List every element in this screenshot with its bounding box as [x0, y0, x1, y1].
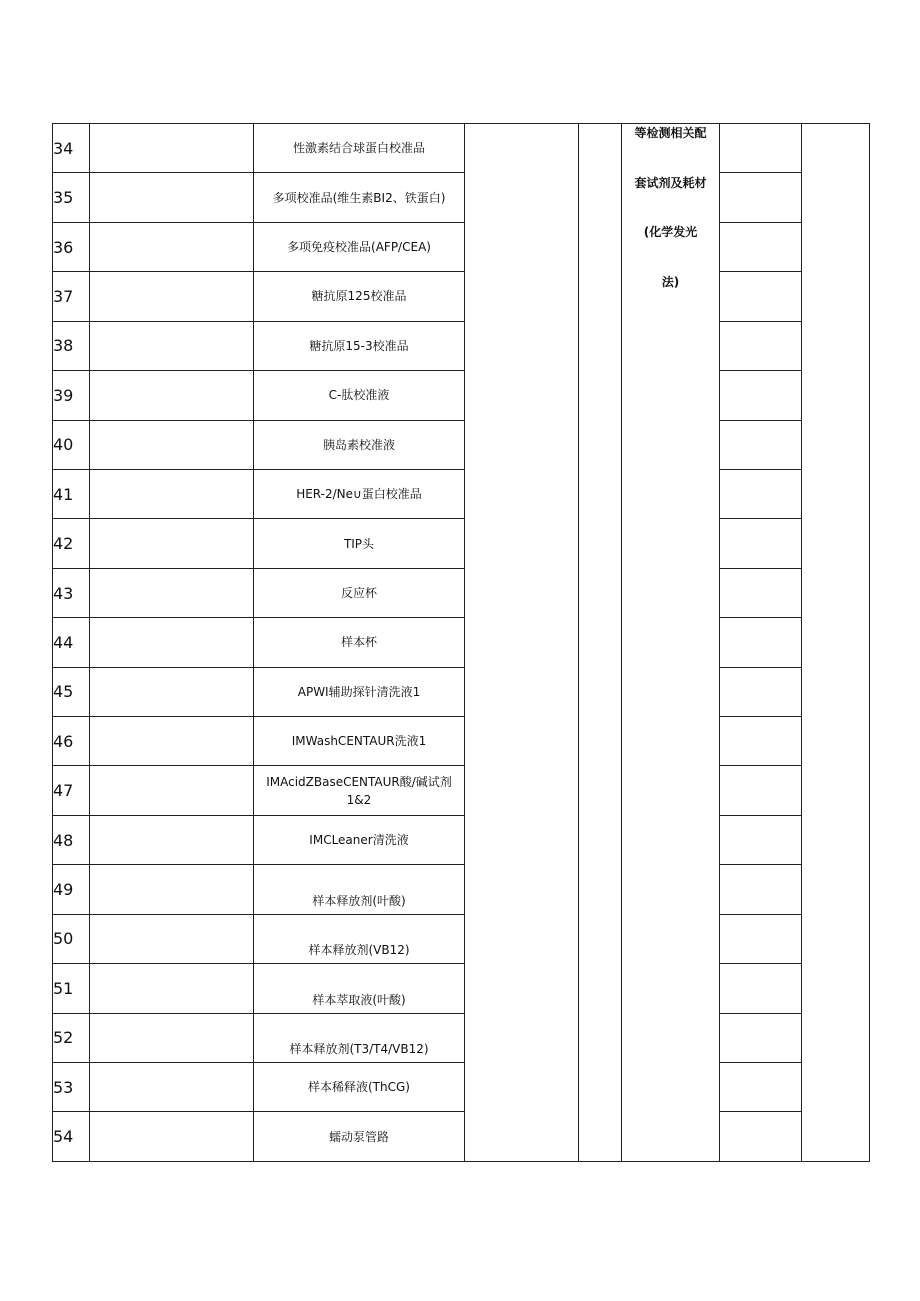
category-cell	[622, 124, 720, 1162]
item-name: IMAcidZBaseCENTAUR酸/碱试剂1&2	[254, 766, 465, 815]
empty-cell	[720, 815, 802, 864]
row-number: 44	[53, 618, 90, 667]
row-number: 48	[53, 815, 90, 864]
table-row	[53, 124, 870, 173]
row-number: 43	[53, 568, 90, 617]
row-number: 41	[53, 469, 90, 518]
item-name: C-肽校准液	[254, 371, 465, 420]
table-row	[53, 173, 870, 222]
empty-cell	[90, 618, 254, 667]
empty-cell	[720, 865, 802, 914]
item-name: TIP头	[254, 519, 465, 568]
empty-cell	[720, 766, 802, 815]
row-number: 36	[53, 222, 90, 271]
table-row	[53, 667, 870, 716]
item-name: 性激素结合球蛋白校准品	[254, 124, 465, 173]
row-number: 52	[53, 1013, 90, 1062]
item-name: 样本释放剂(T3/T4/VB12)	[254, 1013, 465, 1062]
category-line: 套试剂及耗材	[634, 175, 707, 190]
row-number: 51	[53, 964, 90, 1013]
empty-cell	[90, 865, 254, 914]
empty-cell	[720, 667, 802, 716]
item-name: 样本萃取液(叶酸)	[254, 964, 465, 1013]
empty-cell	[720, 321, 802, 370]
empty-cell	[720, 1112, 802, 1161]
empty-cell	[90, 420, 254, 469]
empty-cell	[90, 519, 254, 568]
item-name: APWI辅助探针清洗液1	[254, 667, 465, 716]
item-name: 样本释放剂(VB12)	[254, 914, 465, 963]
item-name: IMWashCENTAUR洗液1	[254, 717, 465, 766]
empty-cell	[90, 717, 254, 766]
table-row	[53, 1112, 870, 1161]
item-name: 多项免疫校准品(AFP/CEA)	[254, 222, 465, 271]
row-number: 45	[53, 667, 90, 716]
row-number: 46	[53, 717, 90, 766]
empty-cell	[90, 766, 254, 815]
empty-cell	[90, 469, 254, 518]
table-row	[53, 420, 870, 469]
empty-cell	[720, 420, 802, 469]
row-number: 47	[53, 766, 90, 815]
row-number: 34	[53, 124, 90, 173]
table-row	[53, 469, 870, 518]
row-number: 50	[53, 914, 90, 963]
empty-cell	[90, 568, 254, 617]
item-name: 胰岛素校准液	[254, 420, 465, 469]
table-body	[53, 124, 870, 1162]
table-row	[53, 766, 870, 815]
empty-cell	[720, 519, 802, 568]
empty-cell	[90, 667, 254, 716]
table-row	[53, 1063, 870, 1112]
empty-cell	[720, 1063, 802, 1112]
empty-cell	[90, 222, 254, 271]
table-row	[53, 914, 870, 963]
item-name: 糖抗原15-3校准品	[254, 321, 465, 370]
table-row	[53, 321, 870, 370]
row-number: 37	[53, 272, 90, 321]
table-row	[53, 717, 870, 766]
item-name: 多项校准品(维生素BI2、铁蛋白)	[254, 173, 465, 222]
item-name: 反应杯	[254, 568, 465, 617]
empty-cell	[90, 272, 254, 321]
item-name: 样本杯	[254, 618, 465, 667]
table-row	[53, 519, 870, 568]
row-number: 38	[53, 321, 90, 370]
empty-cell	[90, 1063, 254, 1112]
empty-cell	[90, 124, 254, 173]
item-name: 样本释放剂(叶酸)	[254, 865, 465, 914]
item-name: 样本稀释液(ThCG)	[254, 1063, 465, 1112]
table-row	[53, 618, 870, 667]
empty-cell	[720, 371, 802, 420]
empty-cell	[720, 914, 802, 963]
row-number: 53	[53, 1063, 90, 1112]
item-name: 蠕动泵管路	[254, 1112, 465, 1161]
empty-cell	[90, 321, 254, 370]
item-name: IMCLeaner清洗液	[254, 815, 465, 864]
empty-cell	[720, 222, 802, 271]
empty-cell	[720, 1013, 802, 1062]
table-row	[53, 568, 870, 617]
table-row	[53, 964, 870, 1013]
row-number: 35	[53, 173, 90, 222]
empty-cell	[720, 618, 802, 667]
empty-cell	[720, 272, 802, 321]
table-row	[53, 222, 870, 271]
merged-empty-cell	[802, 124, 870, 1162]
empty-cell	[720, 568, 802, 617]
merged-empty-cell	[579, 124, 622, 1162]
empty-cell	[90, 815, 254, 864]
row-number: 49	[53, 865, 90, 914]
category-line: (化学发光	[643, 225, 698, 239]
empty-cell	[720, 717, 802, 766]
row-number: 54	[53, 1112, 90, 1161]
row-number: 42	[53, 519, 90, 568]
category-line: 等检测相关配	[634, 126, 707, 140]
empty-cell	[720, 124, 802, 173]
table-row	[53, 815, 870, 864]
empty-cell	[90, 914, 254, 963]
item-name: 糖抗原125校准品	[254, 272, 465, 321]
table-row	[53, 865, 870, 914]
item-name: HER-2/Ne∪蛋白校准品	[254, 469, 465, 518]
row-number: 40	[53, 420, 90, 469]
reagent-table	[52, 123, 870, 1162]
empty-cell	[720, 469, 802, 518]
empty-cell	[90, 1013, 254, 1062]
category-line: 法)	[661, 274, 680, 289]
merged-empty-cell	[465, 124, 579, 1162]
table-row	[53, 371, 870, 420]
row-number: 39	[53, 371, 90, 420]
empty-cell	[720, 964, 802, 1013]
empty-cell	[90, 964, 254, 1013]
empty-cell	[90, 173, 254, 222]
empty-cell	[720, 173, 802, 222]
table-row	[53, 1013, 870, 1062]
empty-cell	[90, 371, 254, 420]
table-row	[53, 272, 870, 321]
empty-cell	[90, 1112, 254, 1161]
